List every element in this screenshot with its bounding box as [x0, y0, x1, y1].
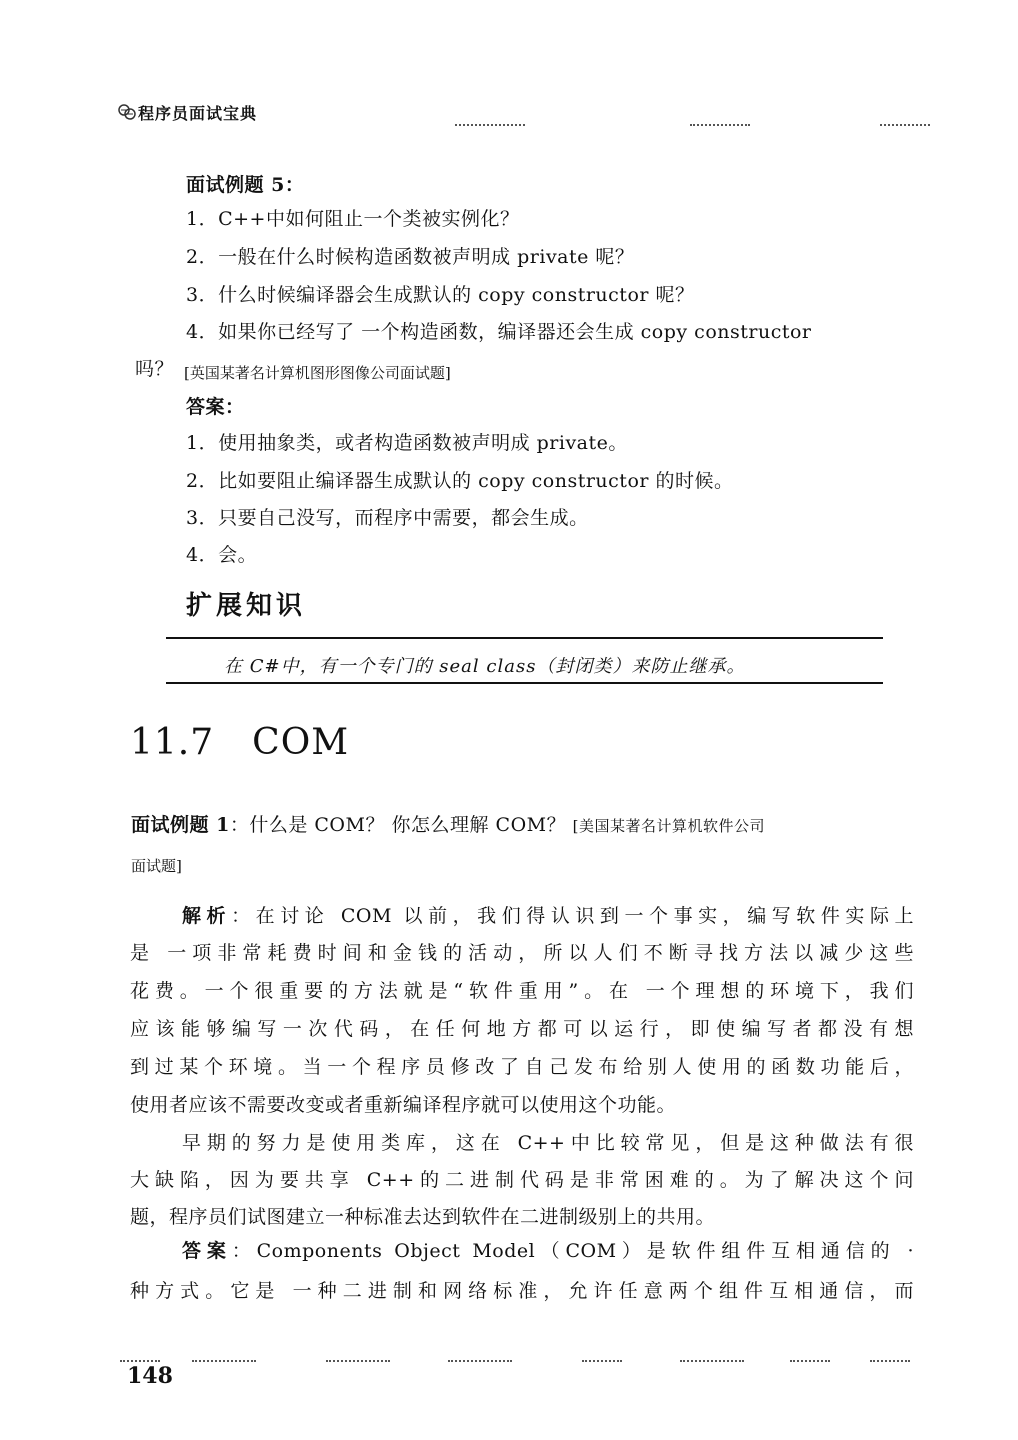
interview5-answer-2: 2．比如要阻止编译器生成默认的 copy constructor 的时候。 [186, 470, 734, 492]
analysis-line-6: 使用者应该不需要改变或者重新编译程序就可以使用这个功能。 [130, 1094, 677, 1116]
paragraph2-line-1: 早期的努力是使用类库，这在 C++中比较常见，但是这种做法有很 [182, 1132, 914, 1154]
analysis-line-2: 是 一项非常耗费时间和金钱的活动，所以人们不断寻找方法以减少这些 [130, 942, 914, 964]
analysis-line-3: 花费。一个很重要的方法就是“软件重用”。在 一个理想的环境下，我们 [130, 980, 914, 1002]
analysis-line-4: 应该能够编写一次代码，在任何地方都可以运行，即使编写者都没有想 [130, 1018, 914, 1040]
interview5-source: [英国某著名计算机图形图像公司面试题] [184, 364, 451, 382]
section-number: 11.7 [130, 722, 215, 763]
paragraph2-line-2: 大缺陷，因为要共享 C++的二进制代码是非常困难的。为了解决这个问 [130, 1169, 914, 1191]
interview5-question-4-cont: 吗？ [135, 358, 175, 380]
header-rule-dots [880, 124, 930, 126]
interview5-answer-3: 3．只要自己没写，而程序中需要，都会生成。 [186, 507, 589, 529]
answer-line-2: 种方式。它是 一种二进制和网络标准，允许任意两个组件互相通信，而 [130, 1280, 914, 1302]
book-logo-icon [118, 104, 136, 120]
header-rule-dots [455, 124, 525, 126]
footer-rule-dots [448, 1360, 512, 1362]
extension-text: 在 C#中，有一个专门的 seal class（封闭类）来防止继承。 [224, 656, 746, 677]
page-number: 148 [127, 1363, 173, 1389]
interview5-answer-title: 答案： [186, 396, 245, 418]
interview1-question: ：什么是 COM？ 你怎么理解 COM？ [229, 814, 567, 836]
section-name: COM [252, 722, 350, 763]
footer-rule-dots [326, 1360, 390, 1362]
answer-label: 答案 [182, 1240, 232, 1262]
footer-rule-dots [680, 1360, 744, 1362]
extension-bottom-rule [166, 682, 883, 684]
interview5-title: 面试例题 5： [186, 174, 305, 196]
footer-rule-dots [120, 1360, 160, 1362]
book-title: 程序员面试宝典 [138, 104, 258, 123]
interview1-source-line2: 面试题] [131, 857, 182, 875]
analysis-line-5: 到过某个环境。当一个程序员修改了自己发布给别人使用的函数功能后， [130, 1056, 914, 1078]
interview1-label: 面试例题 1 [131, 814, 230, 836]
footer-rule-dots [192, 1360, 256, 1362]
section-heading [130, 722, 349, 763]
interview5-question-3: 3．什么时候编译器会生成默认的 copy constructor 呢？ [186, 284, 695, 306]
answer-line-1 [182, 1242, 914, 1261]
interview5-question-4: 4．如果你已经写了 一个构造函数，编译器还会生成 copy constructor [186, 321, 812, 343]
footer-rule-dots [582, 1360, 622, 1362]
interview1-source-line1: [美国某著名计算机软件公司 [572, 817, 766, 835]
analysis-label: 解析 [182, 905, 232, 927]
answer-text-1: ：Components Object Model（COM）是软件组件互相通信的 · [231, 1240, 914, 1262]
extension-title: 扩展知识 [186, 591, 307, 621]
header-rule-dots [690, 124, 750, 126]
interview5-question-2: 2．一般在什么时候构造函数被声明成 private 呢？ [186, 246, 635, 268]
analysis-line-1 [182, 907, 914, 926]
extension-top-rule [166, 637, 883, 639]
interview5-answer-4: 4．会。 [186, 544, 258, 566]
footer-rule-dots [790, 1360, 830, 1362]
interview5-question-1: 1．C++中如何阻止一个类被实例化？ [186, 208, 520, 230]
analysis-text-1: ：在讨论 COM 以前，我们得认识到一个事实，编写软件实际上 [231, 905, 914, 927]
interview1-question-line [131, 816, 765, 835]
paragraph2-line-3: 题，程序员们试图建立一种标准去达到软件在二进制级别上的共用。 [130, 1206, 716, 1228]
footer-rule-dots [870, 1360, 910, 1362]
interview5-answer-1: 1．使用抽象类，或者构造函数被声明成 private。 [186, 432, 628, 454]
